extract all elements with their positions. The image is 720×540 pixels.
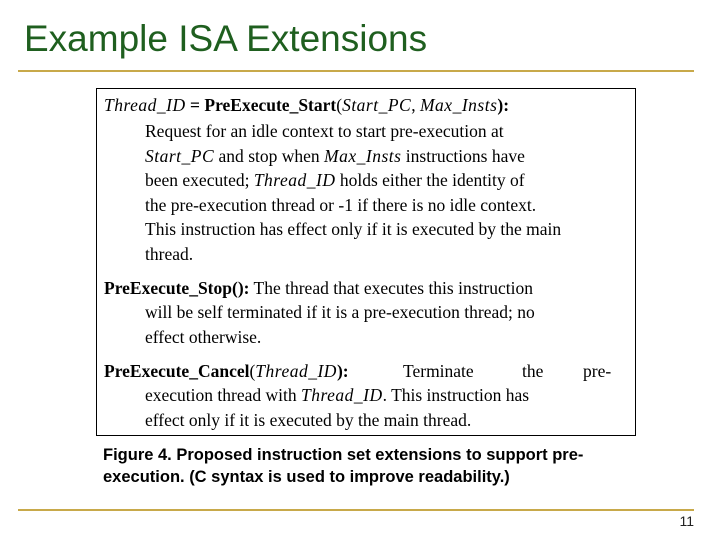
cancel-line-2-head: execution thread with [145,385,297,405]
start-line-5: This instruction has effect only if it is executed by the main [145,219,562,239]
start-signature [104,95,509,116]
start-var-startpc: Start_PC [145,146,215,166]
cancel-line-2-tail: . This instruction has [382,385,530,405]
start-line-6: thread. [145,244,194,264]
slide-title: Example ISA Extensions [24,18,428,59]
cancel-line-1a: Terminate [403,361,474,381]
caption-line-2: execution. (C syntax is used to improve readability.) [103,468,510,486]
start-name: PreExecute_Start [204,95,337,115]
start-var-threadid: Thread_ID [253,170,336,190]
start-word-and: and [218,146,244,166]
page-number: 11 [679,513,694,529]
cancel-close: ): [336,361,349,381]
start-line-3-tail: holds either the identity of [339,170,525,190]
start-line-1: Request for an idle context to start pre-execution at [145,121,504,141]
figure-caption [103,444,583,488]
stop-line-3: effect otherwise. [145,327,262,347]
start-line-3 [145,170,525,191]
caption-line-1: Figure 4. Proposed instruction set extensions to support pre- [103,446,584,464]
start-arg2: Max_Insts [419,95,498,115]
start-close: ): [497,95,510,115]
start-line-2-text: stop when [248,146,320,166]
cancel-open: ( [249,361,256,381]
cancel-line-3: effect only if it is executed by the main thread. [145,410,472,430]
start-comma: , [411,95,420,115]
stop-line-2: will be self terminated if it is a pre-execution thread; no [145,302,535,322]
top-divider [18,70,694,72]
stop-name: PreExecute_Stop(): [104,278,250,298]
stop-signature [104,278,533,299]
stop-line-1: The thread that executes this instruction [253,278,533,298]
start-line-3-head: been executed; [145,170,250,190]
start-lhs: Thread_ID [104,95,186,115]
cancel-var-threadid: Thread_ID [301,385,383,405]
cancel-arg: Thread_ID [255,361,337,381]
cancel-signature [104,361,349,382]
cancel-line-2 [145,385,529,406]
start-line-2-tail: instructions have [405,146,525,166]
start-line-4: the pre-execution thread or -1 if there is no idle context. [145,195,537,215]
start-arg1: Start_PC [342,95,412,115]
cancel-name: PreExecute_Cancel [104,361,250,381]
start-var-maxinsts: Max_Insts [324,146,402,166]
cancel-line-1c: pre- [583,361,612,381]
bottom-divider [18,509,694,511]
start-eq: = [185,95,205,115]
start-open: ( [336,95,343,115]
start-line-2 [145,146,525,167]
cancel-line-1b: the [522,361,544,381]
